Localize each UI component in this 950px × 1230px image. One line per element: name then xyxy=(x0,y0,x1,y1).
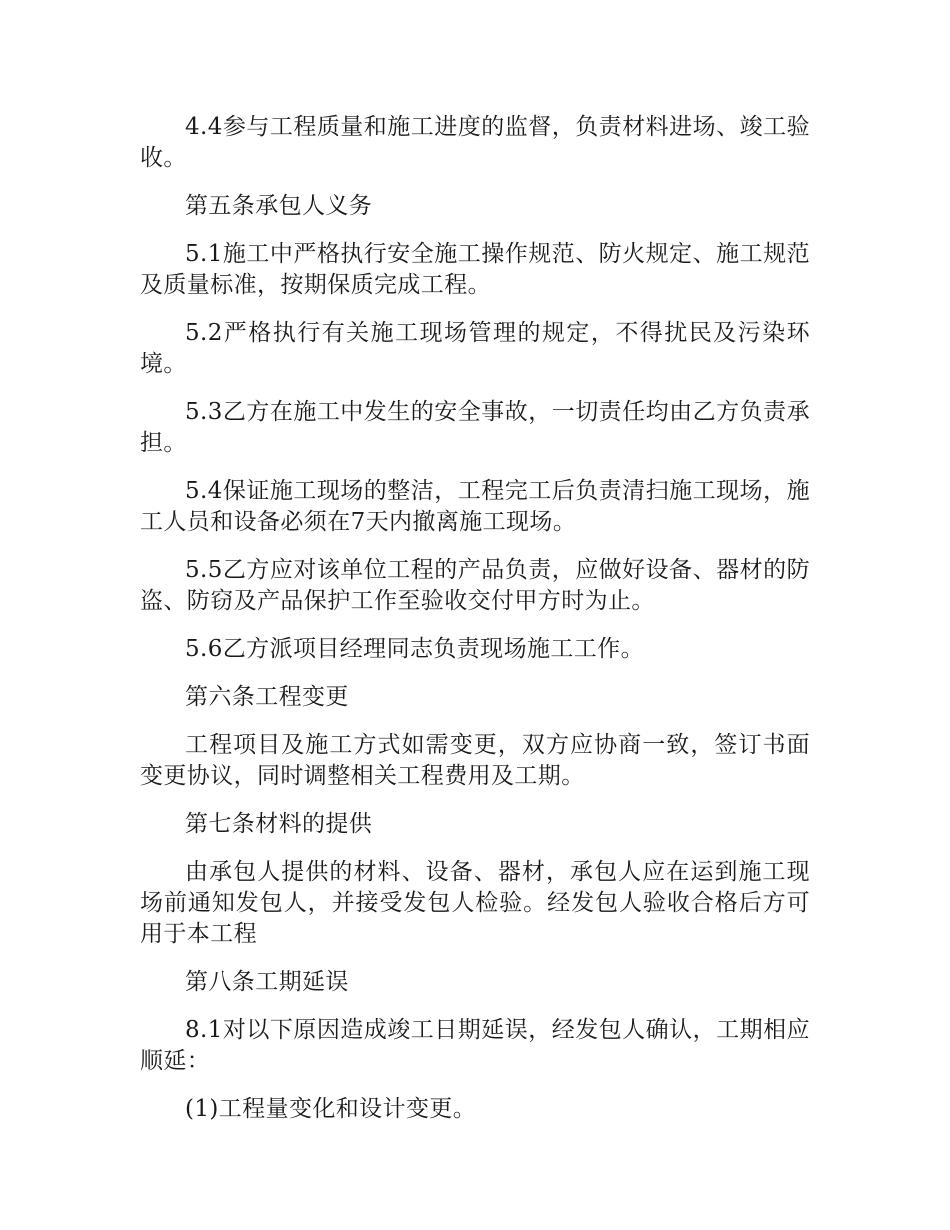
paragraph-5-1: 5.1施工中严格执行安全施工操作规范、防火规定、施工规范及质量标准，按期保质完成工程。 xyxy=(140,241,810,298)
document-body xyxy=(140,112,810,1142)
paragraph-8-1: 8.1对以下原因造成竣工日期延误，经发包人确认，工期相应顺延： xyxy=(140,1017,810,1074)
paragraph-5-3: 5.3乙方在施工中发生的安全事故，一切责任均由乙方负责承担。 xyxy=(140,399,810,456)
heading-article-6: 第六条工程变更 xyxy=(185,684,349,710)
heading-article-5: 第五条承包人义务 xyxy=(185,193,373,219)
heading-article-7: 第七条材料的提供 xyxy=(185,811,373,837)
heading-article-8: 第八条工期延误 xyxy=(185,969,349,995)
list-item-1: (1)工程量变化和设计变更。 xyxy=(185,1096,477,1122)
paragraph-5-6: 5.6乙方派项目经理同志负责现场施工工作。 xyxy=(185,636,644,662)
paragraph-article-6-body: 工程项目及施工方式如需变更，双方应协商一致，签订书面变更协议，同时调整相关工程费用及工期。 xyxy=(140,732,810,789)
paragraph-5-5: 5.5乙方应对该单位工程的产品负责，应做好设备、器材的防盗、防窃及产品保护工作至验收交付甲方时为止。 xyxy=(140,557,810,614)
paragraph-5-2: 5.2严格执行有关施工现场管理的规定，不得扰民及污染环境。 xyxy=(140,320,810,377)
paragraph-5-4: 5.4保证施工现场的整洁，工程完工后负责清扫施工现场，施工人员和设备必须在7天内撤离施工现场。 xyxy=(140,478,810,535)
paragraph-article-7-body: 由承包人提供的材料、设备、器材，承包人应在运到施工现场前通知发包人，并接受发包人检验。经发包人验收合格后方可用于本工程 xyxy=(140,859,810,947)
paragraph-4-4: 4.4参与工程质量和施工进度的监督，负责材料进场、竣工验收。 xyxy=(140,114,810,171)
